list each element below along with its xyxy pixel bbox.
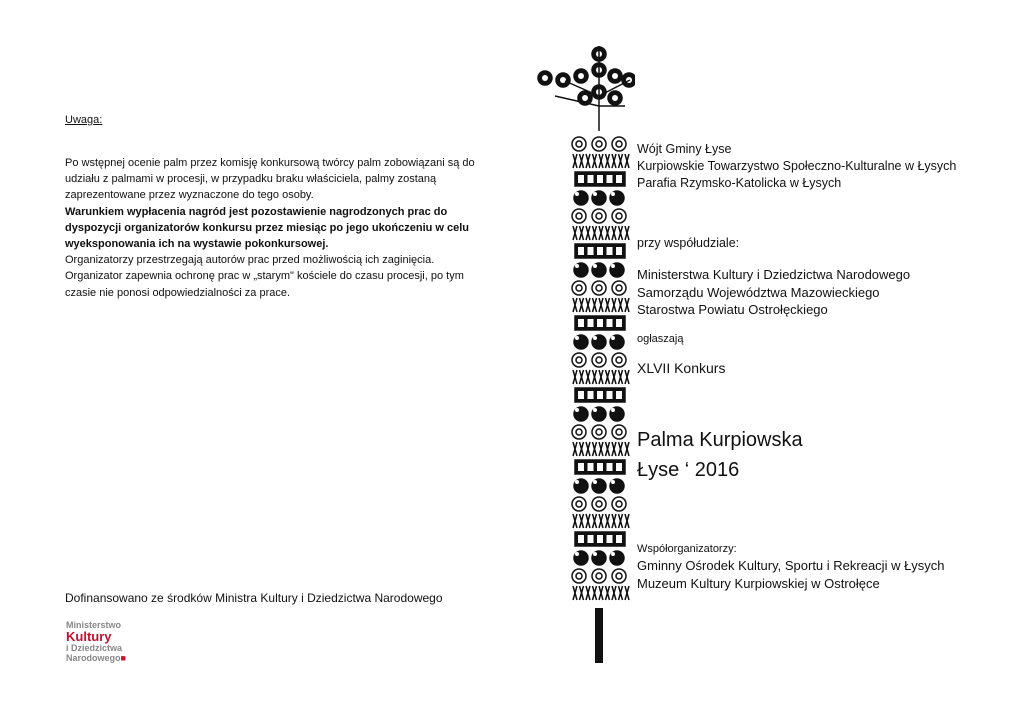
organizer-2: Kurpiowskie Towarzystwo Społeczno-Kulturalne w Łysych [637,159,957,173]
page-subtitle: Łyse ‘ 2016 [637,459,740,481]
logo-line-2: Kultury [66,629,112,644]
coorganizers-block [637,557,945,592]
organizer-1: Wójt Gminy Łyse [637,142,732,156]
logo-line-1: Ministerstwo [66,620,122,630]
coorganizers-label: Współorganizatorzy: [637,543,737,555]
coorganizer-2: Muzeum Kultury Kurpiowskiej w Ostrołęce [637,575,880,591]
note-heading: Uwaga: [65,114,103,126]
organizer-3: Parafia Rzymsko-Katolicka w Łysych [637,176,842,190]
ministry-logo-icon: Ministerstwo Kultury i Dziedzictwa Narodowego■ [66,620,126,663]
contest-name: XLVII Konkurs [637,360,726,376]
cooperation-label: przy współudziale: [637,236,740,250]
note-text-1: Po wstępnej ocenie palm przez komisję konkursową twórcy palm zobowiązani są do udziału z palmami w procesji, w przypadku braku właściciela, palmy zostaną zaprezentowane przez wyznaczone do tego osoby. [65,157,475,202]
partners-block [637,266,910,319]
note-text-2: Organizatorzy przestrzegają autorów prac przed możliwością ich zaginięcia. Organizator zapewnia ochronę prac w „starym" kościele do czasu procesji, po tym czasie nie ponosi odpowiedzialności za prace. [65,254,464,299]
palm-illustration-icon [525,36,635,666]
logo-line-3: i Dziedzictwa [66,643,123,653]
note-paragraph [65,155,475,301]
page-title: Palma Kurpiowska [637,429,803,451]
partner-2: Samorządu Województwa Mazowieckiego [637,284,880,300]
funding-note: Dofinansowano ze środków Ministra Kultury i Dziedzictwa Narodowego [65,591,443,605]
coorganizer-1: Gminny Ośrodek Kultury, Sportu i Rekreacji w Łysych [637,558,945,573]
partner-3: Starostwa Powiatu Ostrołęckiego [637,302,828,317]
note-text-bold: Warunkiem wypłacenia nagród jest pozostawienie nagrodzonych prac do dyspozycji organizatorów konkursu przez miesiąc po jego ukończeniu w celu wyeksponowania ich na wystawie pokonkursowej. [65,205,470,251]
partner-1: Ministerstwa Kultury i Dziedzictwa Narodowego [637,267,911,282]
announce-text: ogłaszają [637,333,684,345]
organizers-block [637,141,956,192]
logo-line-4: Narodowego [66,653,121,663]
